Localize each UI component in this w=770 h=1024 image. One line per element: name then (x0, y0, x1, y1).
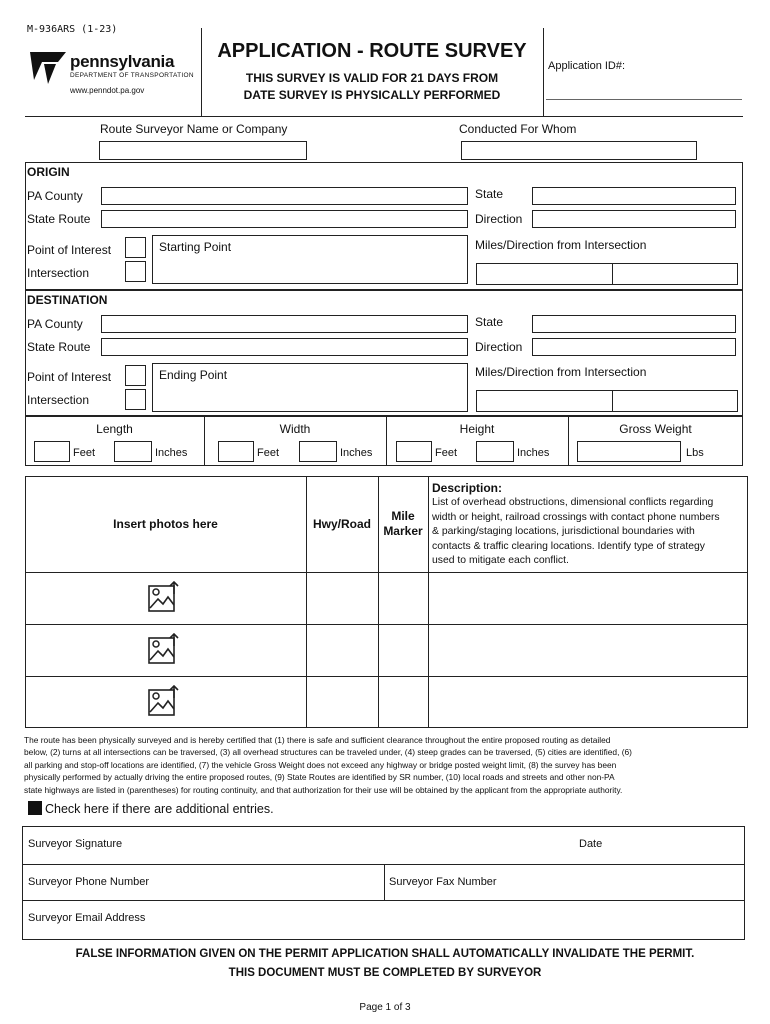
date-field[interactable] (610, 828, 742, 862)
additional-entries-checkbox[interactable] (28, 801, 42, 815)
certification-line: state highways are listed in (parentheses) for routing continuity, and that authorization for their use will be obtained by the applicant from the appropriate authority. (24, 784, 623, 795)
width-feet-input[interactable] (218, 441, 254, 462)
surveyor-label: Route Surveyor Name or Company (100, 122, 288, 136)
subtitle-line1: THIS SURVEY IS VALID FOR 21 DAYS FROM (245, 71, 499, 85)
description-line: used to mitigate each conflict. (432, 555, 569, 566)
description-cell[interactable] (429, 625, 747, 676)
certification-line: all parking and stop-off locations are identified, (7) the vehicle Gross Weight does not exceed any highway or bridge posted weight limit, (8) the survey has been (24, 759, 617, 770)
destination-ending-point-label: Ending Point (159, 368, 228, 382)
signature-field[interactable] (130, 828, 570, 862)
destination-route-input[interactable] (101, 338, 468, 356)
page-title: APPLICATION - ROUTE SURVEY (217, 40, 527, 62)
height-inches-input[interactable] (476, 441, 514, 462)
description-text (432, 496, 746, 569)
destination-county-label: PA County (27, 317, 83, 331)
subtitle-line2: DATE SURVEY IS PHYSICALLY PERFORMED (243, 88, 501, 102)
footer-warning: FALSE INFORMATION GIVEN ON THE PERMIT APPLICATION SHALL AUTOMATICALLY INVALIDATE THE PERMIT. (75, 948, 695, 960)
date-label: Date (579, 838, 603, 850)
destination-miles-label: Miles/Direction from Intersection (475, 365, 647, 379)
description-line: width or height, railroad crossings with contact phone numbers (432, 511, 720, 523)
height-label: Height (459, 422, 495, 436)
destination-state-input[interactable] (532, 315, 736, 333)
phone-field[interactable] (160, 866, 382, 898)
height-feet-input[interactable] (396, 441, 432, 462)
description-cell[interactable] (429, 573, 747, 624)
origin-state-label: State (475, 187, 504, 201)
destination-direction-input[interactable] (532, 338, 736, 356)
email-label: Surveyor Email Address (28, 912, 146, 924)
signature-label: Surveyor Signature (28, 838, 123, 850)
logo-dept: DEPARTMENT OF TRANSPORTATION (70, 72, 194, 79)
width-inches-label: Inches (340, 447, 373, 459)
origin-county-input[interactable] (101, 187, 468, 205)
insert-photo-button[interactable] (147, 685, 181, 719)
origin-direction-label: Direction (475, 212, 523, 226)
origin-poi-label: Point of Interest (27, 243, 112, 257)
insert-photo-button[interactable] (147, 581, 181, 615)
conducted-for-input[interactable] (461, 141, 697, 160)
gross-weight-label: Gross Weight (619, 422, 692, 436)
width-label: Width (279, 422, 311, 436)
origin-direction-input[interactable] (532, 210, 736, 228)
description-line: List of overhead obstructions, dimensional conflicts regarding (432, 497, 714, 508)
image-upload-icon (147, 633, 181, 667)
origin-intersection-checkbox[interactable] (125, 261, 146, 282)
penndot-logo (28, 50, 198, 100)
origin-poi-checkbox[interactable] (125, 237, 146, 258)
mile-marker-header-1: Mile (391, 509, 415, 523)
destination-poi-checkbox[interactable] (125, 365, 146, 386)
email-field[interactable] (155, 902, 743, 938)
hwy-road-cell[interactable] (307, 573, 378, 624)
additional-entries-label: Check here if there are additional entries. (45, 802, 274, 816)
origin-heading: ORIGIN (27, 165, 70, 179)
certification-line: below, (2) turns at all intersections can be traversed, (3) all overhead structures can be traveled under, (4) steep grades can be traversed, (5) cities are identified, (6) (24, 747, 632, 758)
surveyor-name-input[interactable] (99, 141, 307, 160)
origin-state-input[interactable] (532, 187, 736, 205)
description-line: contacts & traffic clearing locations. Identify type of strategy (432, 540, 705, 552)
page-number: Page 1 of 3 (359, 1002, 411, 1013)
fax-label: Surveyor Fax Number (389, 876, 497, 888)
length-feet-input[interactable] (34, 441, 70, 462)
form-code: M-936ARS (1-23) (27, 24, 118, 35)
hwy-road-header: Hwy/Road (312, 517, 371, 531)
mile-marker-cell[interactable] (379, 677, 428, 728)
gross-weight-input[interactable] (577, 441, 681, 462)
destination-heading: DESTINATION (27, 293, 108, 307)
length-feet-label: Feet (73, 447, 96, 459)
mile-marker-cell[interactable] (379, 625, 428, 676)
logo-name: pennsylvania (70, 52, 175, 71)
width-inches-input[interactable] (299, 441, 337, 462)
destination-intersection-checkbox[interactable] (125, 389, 146, 410)
origin-miles-input[interactable] (476, 263, 738, 285)
destination-miles-input[interactable] (476, 390, 738, 412)
fax-field[interactable] (505, 866, 743, 898)
image-upload-icon (147, 581, 181, 615)
height-feet-label: Feet (435, 447, 458, 459)
mile-marker-cell[interactable] (379, 573, 428, 624)
insert-photo-button[interactable] (147, 633, 181, 667)
width-feet-label: Feet (257, 447, 280, 459)
certification-text (24, 734, 748, 796)
length-label: Length (96, 422, 133, 436)
conducted-for-label: Conducted For Whom (459, 122, 577, 136)
certification-line: The route has been physically surveyed and is hereby certified that (1) there is safe and sufficient clearance throughout the entire proposed routing as detailed (24, 735, 611, 745)
destination-route-label: State Route (27, 340, 91, 354)
phone-label: Surveyor Phone Number (28, 876, 150, 888)
description-cell[interactable] (429, 677, 747, 728)
description-title: Description: (432, 481, 503, 495)
origin-intersection-label: Intersection (27, 266, 90, 280)
origin-route-label: State Route (27, 212, 91, 226)
hwy-road-cell[interactable] (307, 677, 378, 728)
origin-miles-label: Miles/Direction from Intersection (475, 238, 647, 252)
gross-weight-lbs-label: Lbs (686, 447, 704, 459)
length-inches-label: Inches (155, 447, 188, 459)
origin-county-label: PA County (27, 189, 83, 203)
logo-url: www.penndot.pa.gov (70, 86, 145, 95)
length-inches-input[interactable] (114, 441, 152, 462)
certification-line: physically performed by actually driving the entire proposed routes, (9) State Routes are identified by SR number, (10) local roads and streets and other non-PA (24, 772, 615, 783)
height-inches-label: Inches (517, 447, 550, 459)
destination-poi-label: Point of Interest (27, 370, 112, 384)
image-upload-icon (147, 685, 181, 719)
photos-header: Insert photos here (113, 517, 218, 531)
origin-route-input[interactable] (101, 210, 468, 228)
keystone-logo-icon (28, 50, 68, 86)
destination-state-label: State (475, 315, 504, 329)
description-line: & parking/staging locations, jurisdictional boundaries with (432, 526, 695, 537)
hwy-road-cell[interactable] (307, 625, 378, 676)
destination-county-input[interactable] (101, 315, 468, 333)
origin-starting-point-label: Starting Point (159, 240, 232, 254)
application-id-field[interactable] (546, 99, 742, 100)
mile-marker-header-2: Marker (383, 524, 423, 538)
destination-intersection-label: Intersection (27, 393, 90, 407)
destination-direction-label: Direction (475, 340, 523, 354)
footer-instruction: THIS DOCUMENT MUST BE COMPLETED BY SURVEYOR (228, 967, 542, 979)
application-id-label: Application ID#: (548, 60, 626, 72)
